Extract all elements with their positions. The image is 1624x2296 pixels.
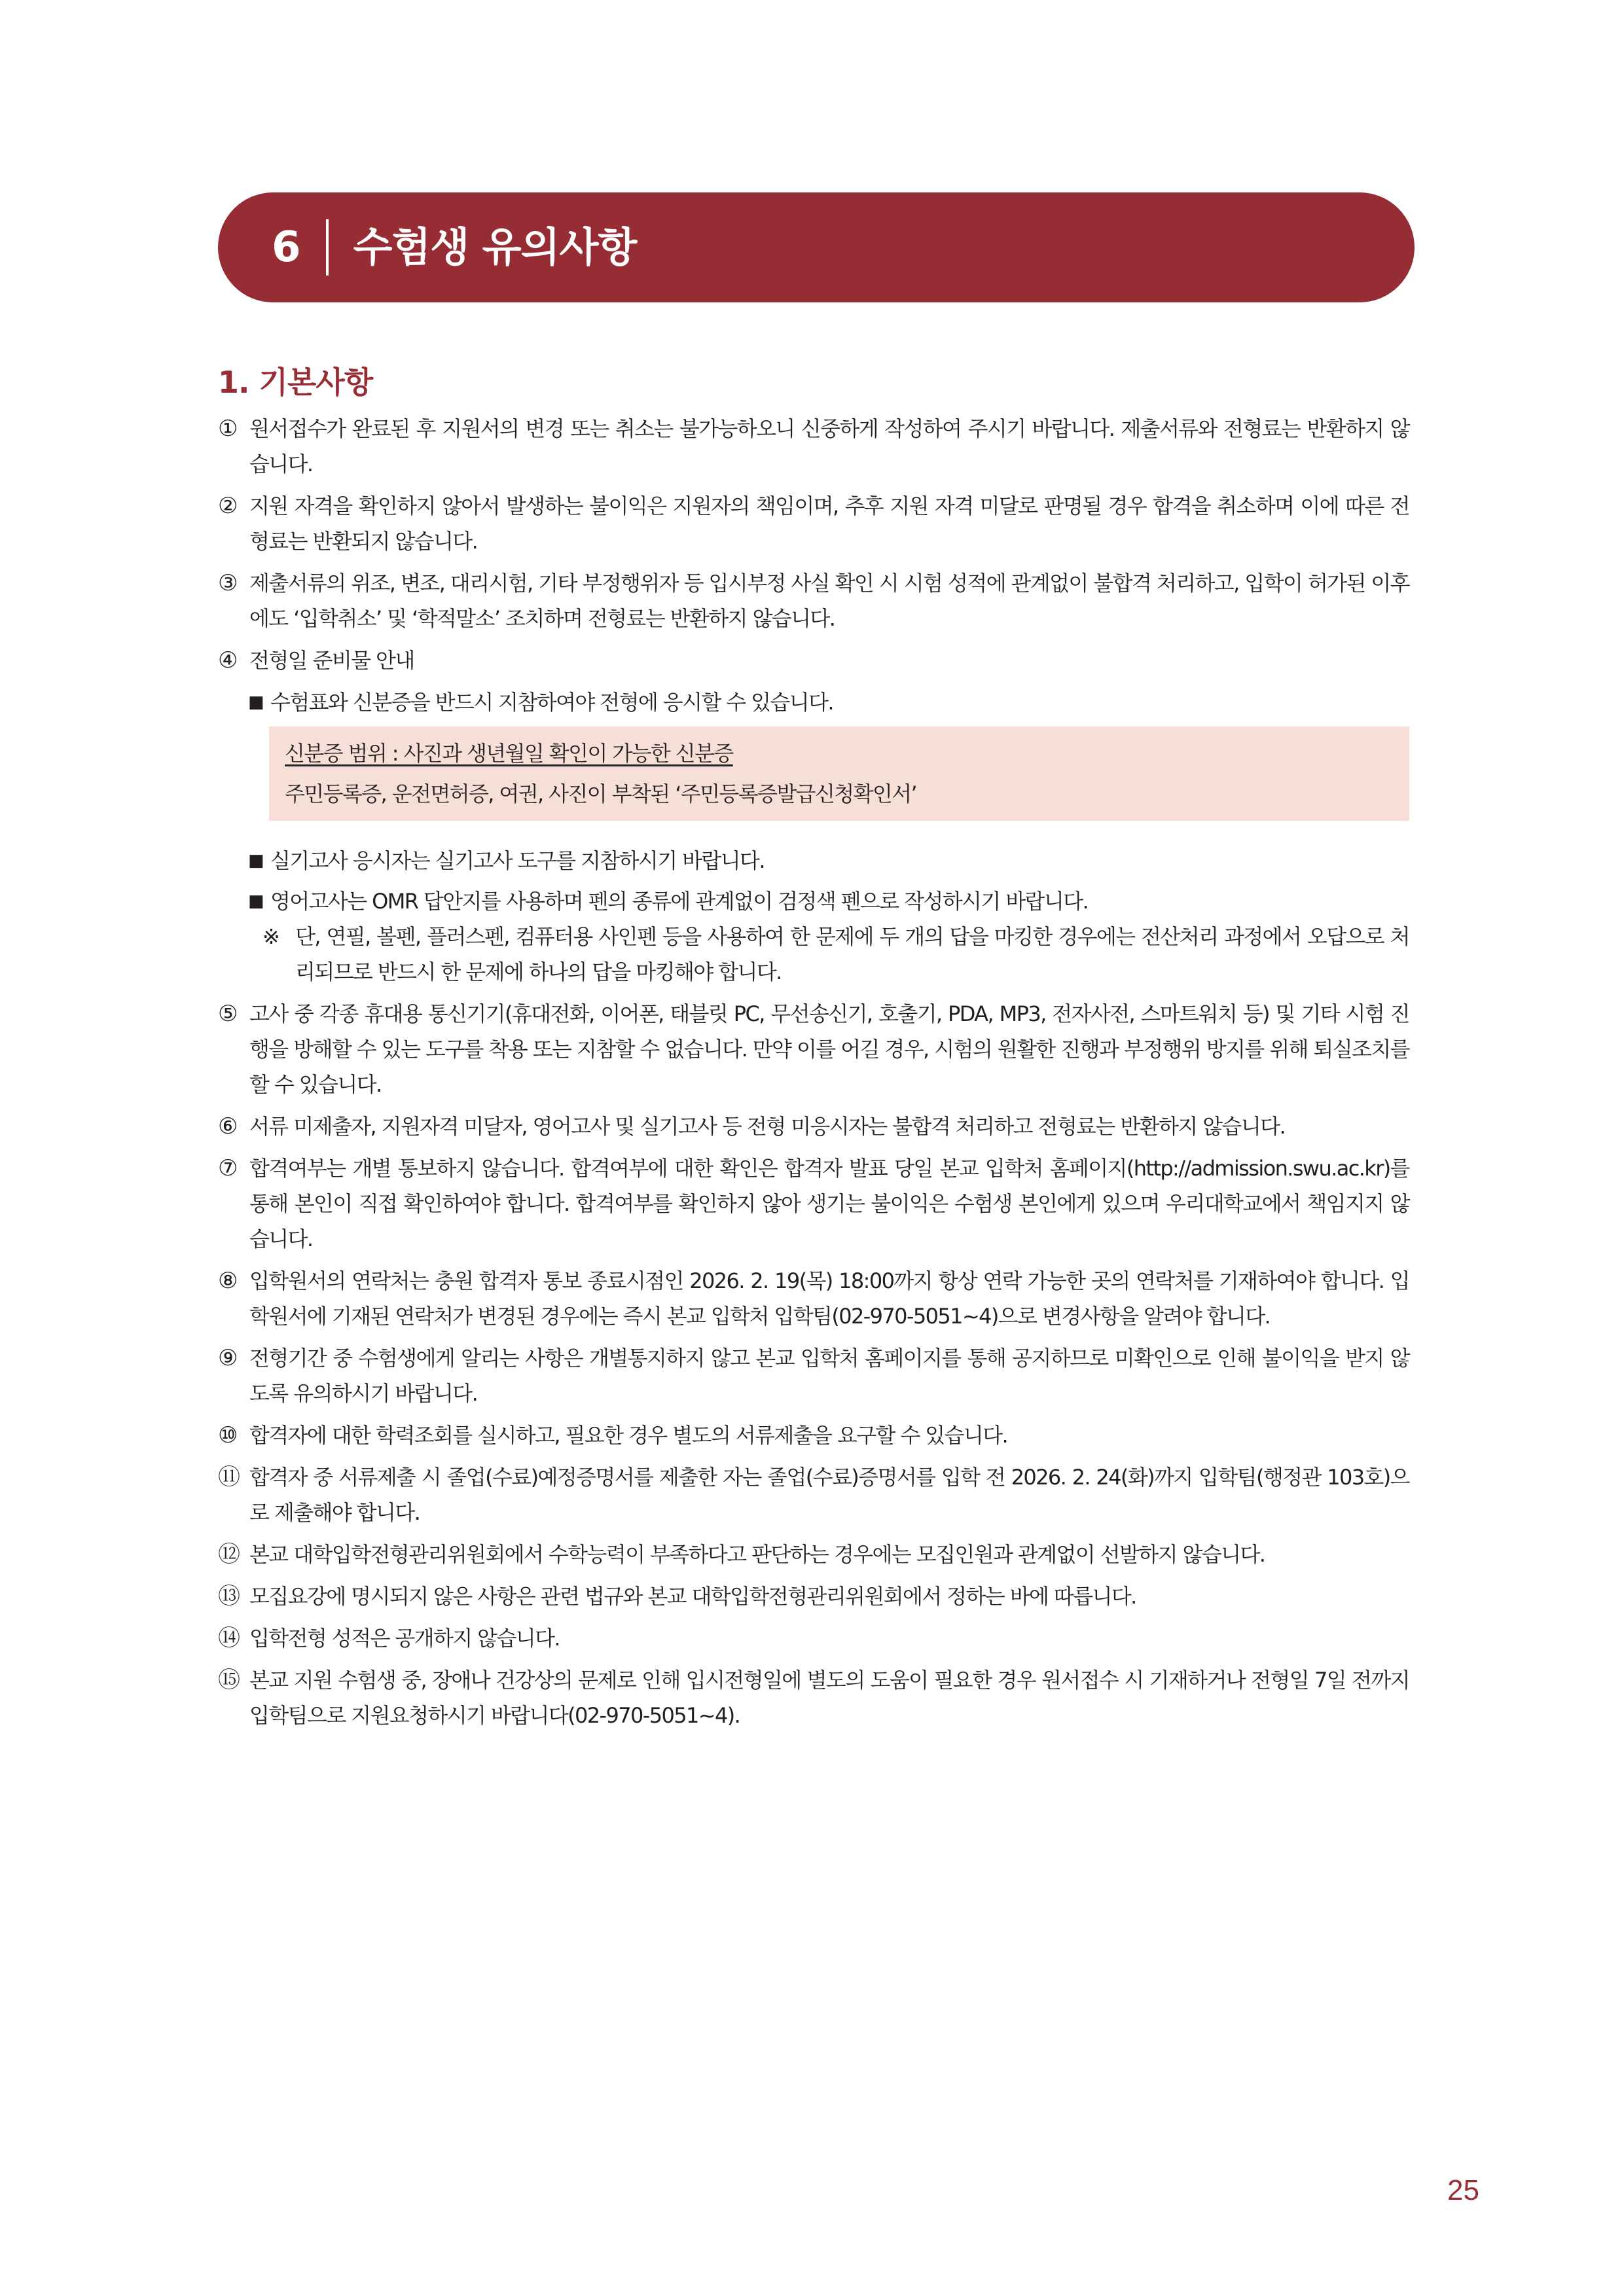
item-text: 합격여부는 개별 통보하지 않습니다. 합격여부에 대한 확인은 합격자 발표 당일 본교 입학처 홈페이지(http://admission.swu.ac.kr)를 통해 본인이 직접 확인하여야 합니다. 합격여부를 확인하지 않아 생기는 불이익은 수험생 본인에게 있으며 우리대학교에서 책임지지 않습니다. xyxy=(249,1156,1409,1251)
notice-list xyxy=(218,411,1409,1740)
item-number: ③ xyxy=(218,570,237,596)
item-text: 고사 중 각종 휴대용 통신기기(휴대전화, 이어폰, 태블릿 PC, 무선송신기, 호출기, PDA, MP3, 전자사전, 스마트워치 등) 및 기타 시험 진행을 방해할 수 있는 도구를 착용 또는 지참할 수 없습니다. 만약 이를 어길 경우, 시험의 원활한 진행과 부정행위 방지를 위해 퇴실조치를 할 수 있습니다. xyxy=(249,1001,1409,1097)
item-number: ⑪ xyxy=(218,1464,240,1490)
item-number: ⑭ xyxy=(218,1625,240,1651)
list-item xyxy=(218,1621,1409,1656)
item-text: 본교 대학입학전형관리위원회에서 수학능력이 부족하다고 판단하는 경우에는 모집인원과 관계없이 선발하지 않습니다. xyxy=(249,1542,1265,1567)
reference-mark-icon: ※ xyxy=(262,924,280,949)
item-text: 전형일 준비물 안내 xyxy=(249,648,414,673)
chapter-title: 수험생 유의사항 xyxy=(353,223,637,271)
item-number: ⑫ xyxy=(218,1541,240,1568)
item-number: ⑤ xyxy=(218,1001,237,1027)
list-item xyxy=(218,1460,1409,1530)
list-item xyxy=(218,996,1409,1102)
item-number: ⑨ xyxy=(218,1345,237,1371)
chapter-divider xyxy=(326,219,329,276)
item-text: 입학전형 성적은 공개하지 않습니다. xyxy=(249,1626,560,1651)
item-text: 서류 미제출자, 지원자격 미달자, 영어고사 및 실기고사 등 전형 미응시자는 불합격 처리하고 전형료는 반환하지 않습니다. xyxy=(249,1114,1286,1139)
item-number: ⑦ xyxy=(218,1155,237,1181)
chapter-number: 6 xyxy=(272,223,301,272)
bullet-text: 실기고사 응시자는 실기고사 도구를 지참하시기 바랍니다. xyxy=(270,848,765,873)
square-bullet-icon: ■ xyxy=(248,692,263,712)
bullet-item xyxy=(248,685,1409,720)
list-item xyxy=(218,1537,1409,1572)
item-number: ⑮ xyxy=(218,1667,240,1693)
note-item xyxy=(262,919,1409,990)
list-item xyxy=(218,1340,1409,1411)
bullet-text: 영어고사는 OMR 답안지를 사용하며 펜의 종류에 관계없이 검정색 펜으로 작성하시기 바랍니다. xyxy=(270,889,1089,914)
item-text: 모집요강에 명시되지 않은 사항은 관련 법규와 본교 대학입학전형관리위원회에서 정하는 바에 따릅니다. xyxy=(249,1584,1136,1609)
note-text: 단, 연필, 볼펜, 플러스펜, 컴퓨터용 사인펜 등을 사용하여 한 문제에 두 개의 답을 마킹한 경우에는 전산처리 과정에서 오답으로 처리되므로 반드시 한 문제에 하나의 답을 마킹해야 합니다. xyxy=(295,924,1409,984)
item-text: 원서접수가 완료된 후 지원서의 변경 또는 취소는 불가능하오니 신중하게 작성하여 주시기 바랍니다. 제출서류와 전형료는 반환하지 않습니다. xyxy=(249,416,1409,476)
item-text: 합격자에 대한 학력조회를 실시하고, 필요한 경우 별도의 서류제출을 요구할 수 있습니다. xyxy=(249,1423,1008,1448)
item-text: 제출서류의 위조, 변조, 대리시험, 기타 부정행위자 등 입시부정 사실 확인 시 시험 성적에 관계없이 불합격 처리하고, 입학이 허가된 이후에도 ‘입학취소’ 및 ‘학적말소’ 조치하며 전형료는 반환하지 않습니다. xyxy=(249,571,1409,631)
item-text: 합격자 중 서류제출 시 졸업(수료)예정증명서를 제출한 자는 졸업(수료)증명서를 입학 전 2026. 2. 24(화)까지 입학팀(행정관 103호)으로 제출해야 합니다. xyxy=(249,1465,1409,1525)
bullet-text: 수험표와 신분증을 반드시 지참하여야 전형에 응시할 수 있습니다. xyxy=(270,690,834,715)
list-item xyxy=(218,411,1409,482)
item-number: ② xyxy=(218,493,237,519)
bullet-item xyxy=(248,884,1409,919)
bullet-item xyxy=(248,843,1409,878)
square-bullet-icon: ■ xyxy=(248,851,263,870)
id-box-text: 주민등록증, 운전면허증, 여권, 사진이 부착된 ‘주민등록증발급신청확인서’ xyxy=(285,781,917,806)
item-number: ⑬ xyxy=(218,1583,240,1609)
list-item xyxy=(218,1109,1409,1144)
list-item xyxy=(218,1418,1409,1453)
list-item xyxy=(218,1151,1409,1257)
list-item xyxy=(218,565,1409,636)
id-box-title: 신분증 범위 : 사진과 생년월일 확인이 가능한 신분증 xyxy=(285,741,733,766)
list-item xyxy=(218,1662,1409,1733)
item-number: ④ xyxy=(218,647,237,673)
item-number: ⑥ xyxy=(218,1113,237,1139)
chapter-banner xyxy=(218,192,1415,302)
item-text: 전형기간 중 수험생에게 알리는 사항은 개별통지하지 않고 본교 입학처 홈페이지를 통해 공지하므로 미확인으로 인해 불이익을 받지 않도록 유의하시기 바랍니다. xyxy=(249,1346,1409,1406)
item-number: ① xyxy=(218,416,237,442)
item-text: 지원 자격을 확인하지 않아서 발생하는 불이익은 지원자의 책임이며, 추후 지원 자격 미달로 판명될 경우 합격을 취소하며 이에 따른 전형료는 반환되지 않습니다. xyxy=(249,493,1409,554)
list-item xyxy=(218,1579,1409,1614)
list-item xyxy=(218,1263,1409,1334)
section-heading: 1. 기본사항 xyxy=(218,365,373,400)
item-number: ⑩ xyxy=(218,1422,237,1448)
page-number: 25 xyxy=(1447,2174,1479,2206)
square-bullet-icon: ■ xyxy=(248,891,263,911)
item-text: 본교 지원 수험생 중, 장애나 건강상의 문제로 인해 입시전형일에 별도의 도움이 필요한 경우 원서접수 시 기재하거나 전형일 7일 전까지 입학팀으로 지원요청하시기 바랍니다(02-970-5051~4). xyxy=(249,1668,1409,1728)
list-item xyxy=(218,643,1409,678)
item-text: 입학원서의 연락처는 충원 합격자 통보 종료시점인 2026. 2. 19(목) 18:00까지 항상 연락 가능한 곳의 연락처를 기재하여야 합니다. 입학원서에 기재된 연락처가 변경된 경우에는 즉시 본교 입학처 입학팀(02-970-5051~4)으로 변경사항을 알려야 합니다. xyxy=(249,1268,1409,1329)
item-number: ⑧ xyxy=(218,1268,237,1294)
list-item xyxy=(218,488,1409,559)
id-info-box xyxy=(269,726,1409,821)
